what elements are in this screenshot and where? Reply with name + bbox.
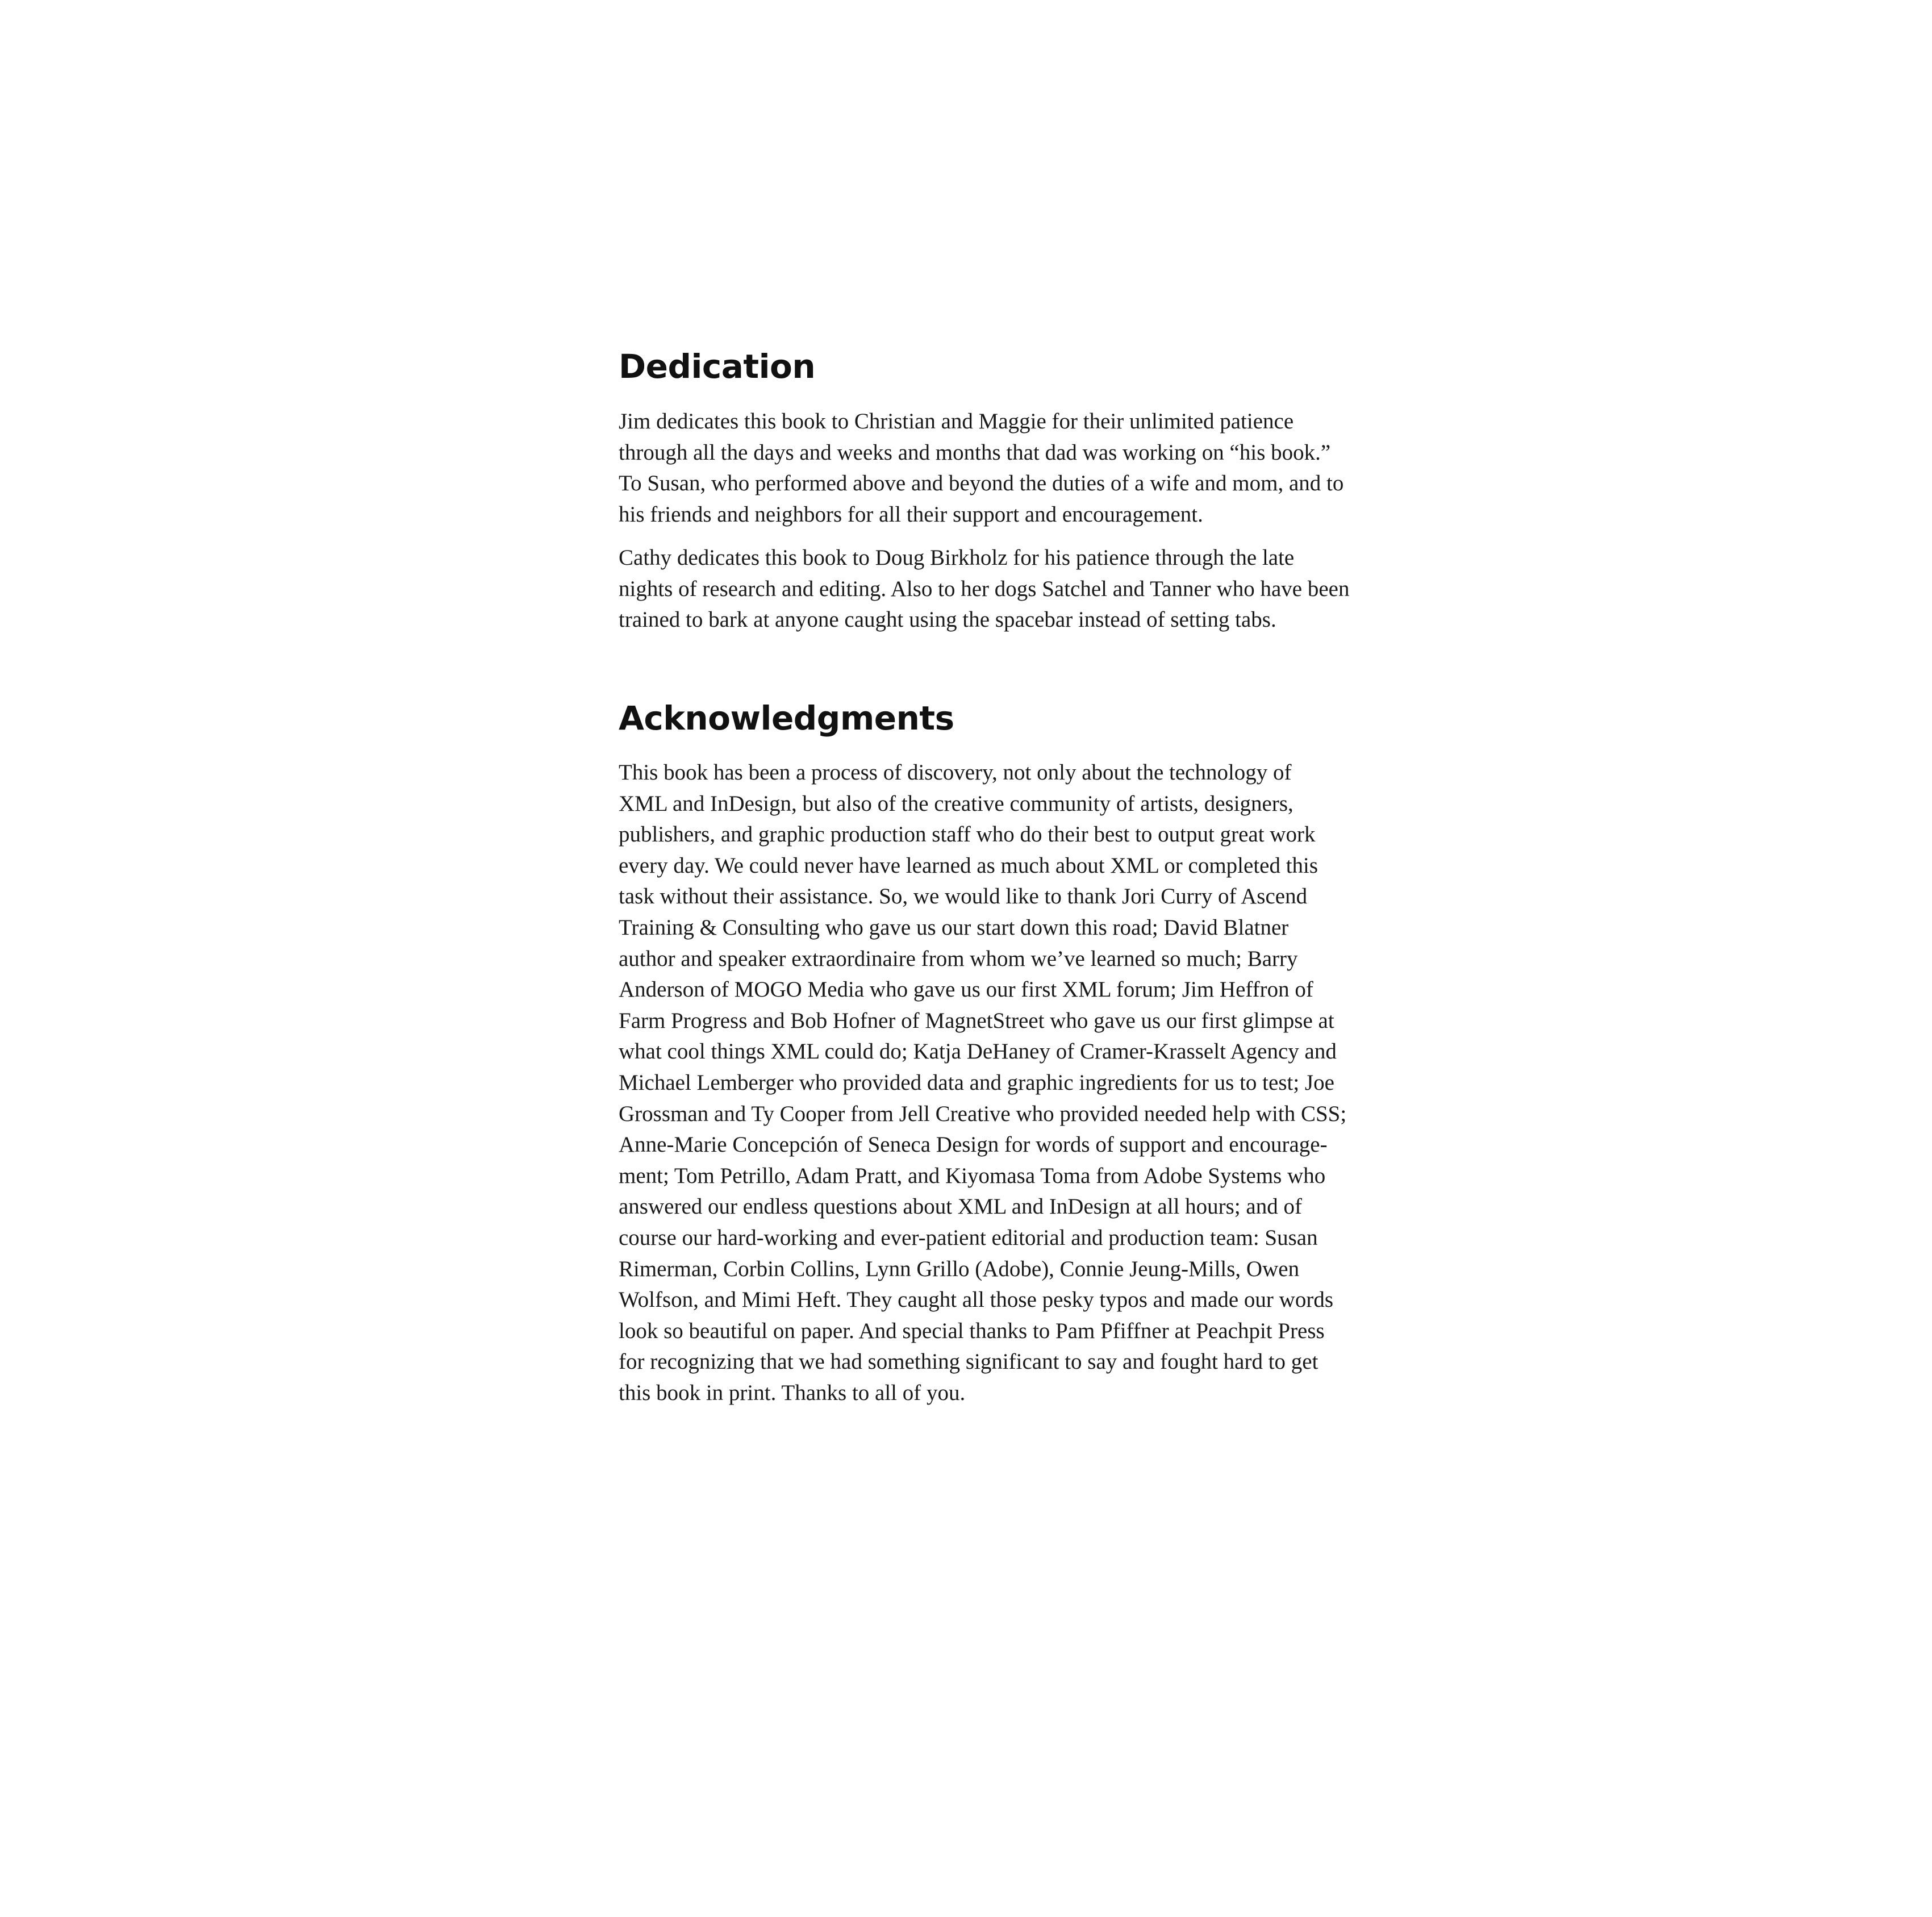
text-line: for recognizing that we had something significant to say and fought hard to get <box>619 1349 1318 1374</box>
text-line: through all the days and weeks and months that dad was working on “his book.” <box>619 440 1331 465</box>
text-line: answered our endless questions about XML and InDesign at all hours; and of <box>619 1194 1302 1219</box>
text-line: this book in print. Thanks to all of you. <box>619 1380 966 1405</box>
text-line: publishers, and graphic production staff who do their best to output great work <box>619 822 1316 847</box>
text-line: Farm Progress and Bob Hofner of MagnetStreet who gave us our first glimpse at <box>619 1008 1334 1033</box>
text-line: Rimerman, Corbin Collins, Lynn Grillo (Adobe), Connie Jeung-Mills, Owen <box>619 1256 1300 1281</box>
text-line: course our hard-working and ever-patient editorial and production team: Susan <box>619 1225 1318 1250</box>
text-line: what cool things XML could do; Katja DeHaney of Cramer-Krasselt Agency and <box>619 1039 1337 1064</box>
text-line: ment; Tom Petrillo, Adam Pratt, and Kiyomasa Toma from Adobe Systems who <box>619 1163 1326 1188</box>
text-line: Training & Consulting who gave us our start down this road; David Blatner <box>619 915 1289 940</box>
text-line: Grossman and Ty Cooper from Jell Creative who provided needed help with CSS; <box>619 1101 1347 1126</box>
acknowledgments-heading: Acknowledgments <box>619 699 954 737</box>
text-line: To Susan, who performed above and beyond the duties of a wife and mom, and to <box>619 471 1344 496</box>
text-line: task without their assistance. So, we would like to thank Jori Curry of Ascend <box>619 884 1308 909</box>
text-line: Anderson of MOGO Media who gave us our first XML forum; Jim Heffron of <box>619 977 1313 1002</box>
text-line: nights of research and editing. Also to her dogs Satchel and Tanner who have been <box>619 576 1350 601</box>
text-line: Wolfson, and Mimi Heft. They caught all those pesky typos and made our words <box>619 1287 1333 1312</box>
acknowledgments-paragraph <box>619 757 1346 1408</box>
dedication-paragraph-jim <box>619 406 1343 530</box>
text-line: his friends and neighbors for all their support and encouragement. <box>619 502 1203 527</box>
text-line: trained to bark at anyone caught using the spacebar instead of setting tabs. <box>619 607 1276 632</box>
dedication-heading: Dedication <box>619 347 816 386</box>
text-line: Michael Lemberger who provided data and graphic ingredients for us to test; Joe <box>619 1070 1334 1095</box>
text-line: This book has been a process of discovery, not only about the technology of <box>619 760 1292 785</box>
text-line: author and speaker extraordinaire from whom we’ve learned so much; Barry <box>619 946 1298 971</box>
text-line: Anne-Marie Concepción of Seneca Design for words of support and encourage- <box>619 1132 1328 1157</box>
text-line: every day. We could never have learned as much about XML or completed this <box>619 853 1318 878</box>
text-line: XML and InDesign, but also of the creative community of artists, designers, <box>619 791 1293 816</box>
dedication-paragraph-cathy <box>619 543 1349 636</box>
text-line: look so beautiful on paper. And special thanks to Pam Pfiffner at Peachpit Press <box>619 1318 1325 1343</box>
text-line: Jim dedicates this book to Christian and Maggie for their unlimited patience <box>619 409 1294 434</box>
text-line: Cathy dedicates this book to Doug Birkholz for his patience through the late <box>619 545 1295 570</box>
